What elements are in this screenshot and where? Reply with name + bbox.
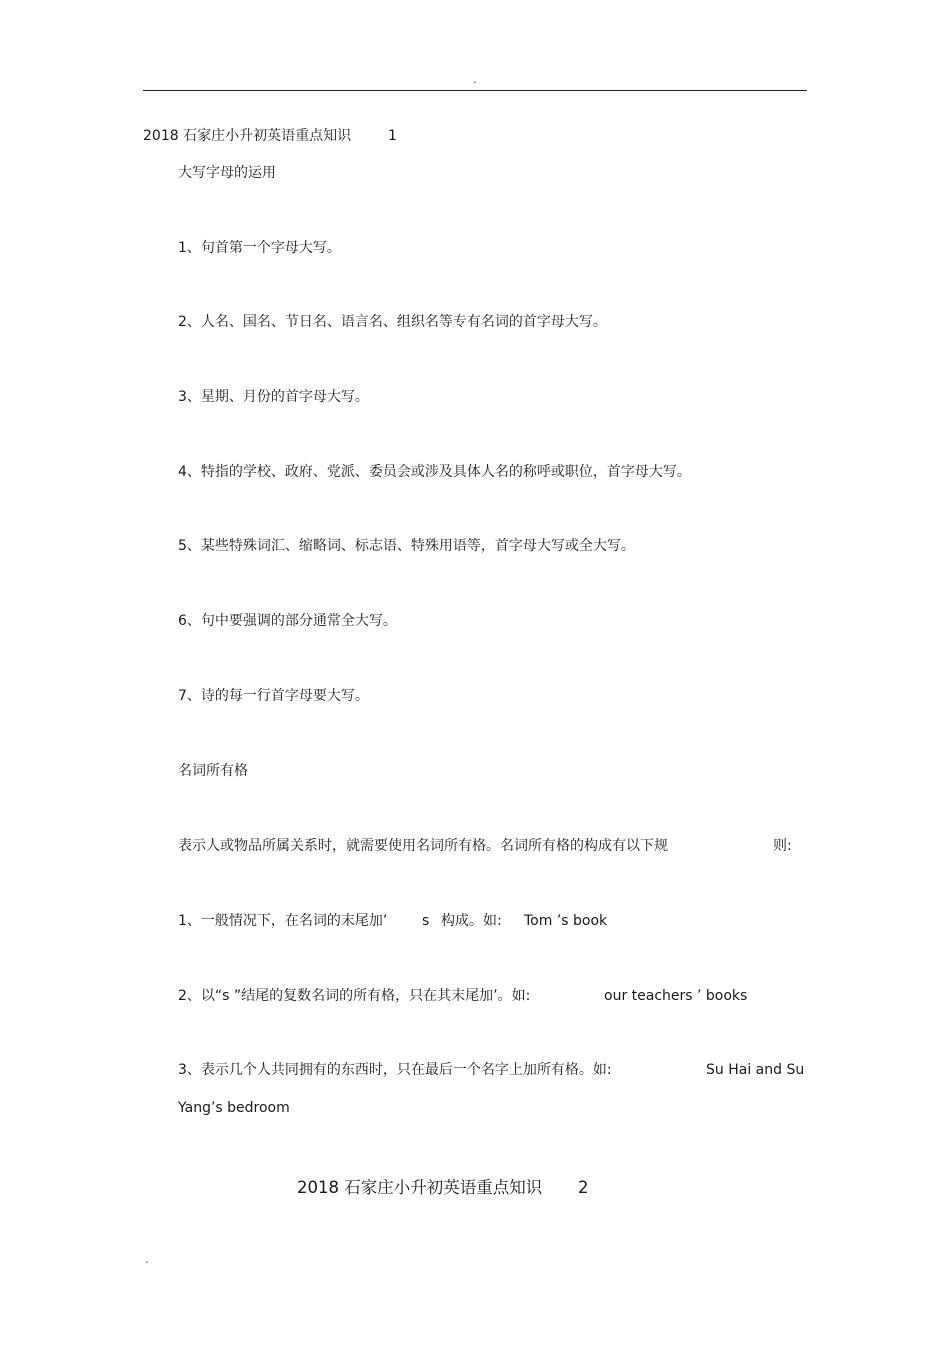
rule-1-example: Tom ’s book (524, 913, 608, 929)
rule-3-example-part2: Yang’s bedroom (178, 1100, 290, 1116)
list-item: 7、诗的每一行首字母要大写。 (178, 688, 369, 704)
rule-2-example: our teachers ’ books (604, 988, 748, 1004)
rule-3-text: 3、表示几个人共同拥有的东西时，只在最后一个名字上加所有格。如: (178, 1062, 612, 1078)
rule-1-s: s (422, 913, 430, 929)
header-dot: . (473, 72, 477, 86)
rule-3-example-part1: Su Hai and Su (706, 1062, 805, 1078)
doc-title-1-number: 1 (388, 128, 397, 144)
doc-title-1: 2018 石家庄小升初英语重点知识 (143, 128, 352, 144)
rule-2-text: 2、以“s ”结尾的复数名词的所有格，只在其末尾加’。如: (178, 988, 531, 1004)
list-item: 4、特指的学校、政府、党派、委员会或涉及具体人名的称呼或职位，首字母大写。 (178, 464, 691, 480)
list-item: 6、句中要强调的部分通常全大写。 (178, 613, 397, 629)
list-item: 3、星期、月份的首字母大写。 (178, 389, 369, 405)
list-item: 5、某些特殊词汇、缩略词、标志语、特殊用语等，首字母大写或全大写。 (178, 538, 635, 554)
section-heading-possessive: 名词所有格 (178, 763, 248, 779)
section-heading-capitals: 大写字母的运用 (178, 165, 276, 181)
possessive-intro: 表示人或物品所属关系时，就需要使用名词所有格。名词所有格的构成有以下规 (178, 838, 668, 854)
list-item: 2、人名、国名、节日名、语言名、组织名等专有名词的首字母大写。 (178, 314, 607, 330)
doc-title-2: 2018 石家庄小升初英语重点知识 (297, 1178, 543, 1197)
possessive-intro-tail: 则: (773, 838, 792, 854)
doc-title-2-number: 2 (578, 1178, 589, 1197)
header-rule (143, 90, 807, 91)
rule-1-mid: 构成。如: (441, 913, 502, 929)
rule-1-text: 1、一般情况下，在名词的末尾加’ (178, 913, 388, 929)
footer-dot: . (145, 1252, 149, 1266)
list-item: 1、句首第一个字母大写。 (178, 240, 341, 256)
